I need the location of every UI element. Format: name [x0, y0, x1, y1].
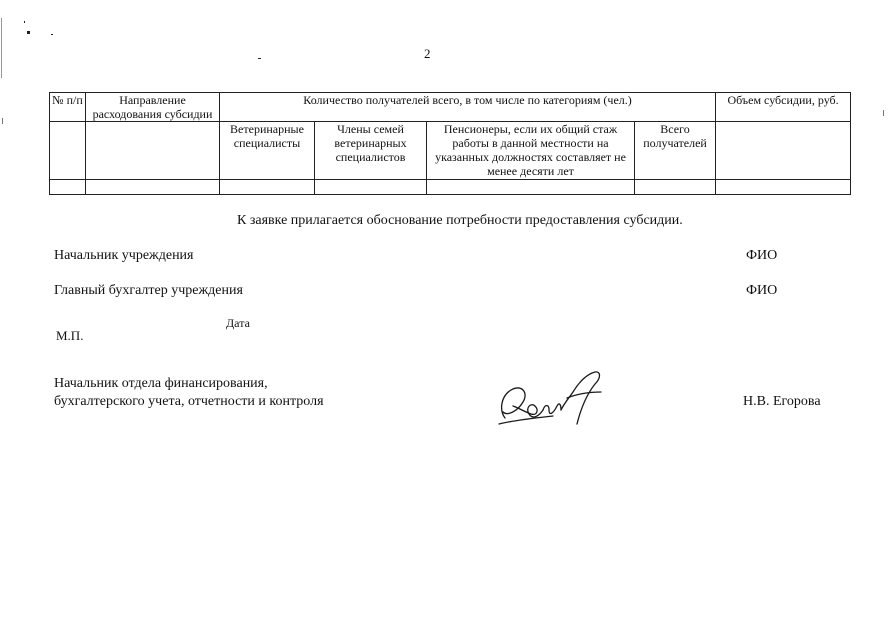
table-cell — [635, 180, 716, 195]
header-vet: Ветеринарные специалисты — [220, 122, 315, 180]
table-header-row — [50, 93, 851, 122]
department-head-name: Н.В. Егорова — [743, 394, 821, 409]
head-fio: ФИО — [746, 248, 778, 263]
attachment-note: К заявке прилагается обоснование потребности предоставления субсидии. — [237, 213, 683, 228]
page-number: 2 — [424, 46, 431, 61]
header-volume: Объем субсидии, руб. — [716, 93, 851, 122]
date-label: Дата — [226, 316, 250, 330]
table-cell — [50, 180, 86, 195]
header-total: Всего получателей — [635, 122, 716, 180]
header-number: № п/п — [50, 93, 86, 122]
department-head-title-line2: бухгалтерского учета, отчетности и контроля — [54, 394, 324, 409]
scan-artifact — [1, 18, 2, 78]
table-cell — [50, 122, 86, 180]
table-subheader-row — [50, 122, 851, 180]
scan-artifact — [2, 118, 3, 124]
header-direction: Направление расходования субсидии — [86, 93, 220, 122]
header-recipients: Количество получателей всего, в том числе по категориям (чел.) — [220, 93, 716, 122]
head-label: Начальник учреждения — [54, 248, 194, 263]
table-cell — [315, 180, 427, 195]
table-row — [50, 180, 851, 195]
table-cell — [716, 180, 851, 195]
seal-label: М.П. — [56, 328, 84, 343]
table-cell — [427, 180, 635, 195]
handwritten-signature — [495, 368, 615, 430]
scan-artifact — [51, 34, 53, 35]
table-cell — [716, 122, 851, 180]
department-head-title-line1: Начальник отдела финансирования, — [54, 376, 268, 391]
header-pensioners: Пенсионеры, если их общий стаж работы в данной местности на указанных должностях составляет не менее десяти лет — [427, 122, 635, 180]
scan-artifact — [27, 31, 30, 34]
table-cell — [220, 180, 315, 195]
accountant-label: Главный бухгалтер учреждения — [54, 283, 243, 298]
scan-artifact — [24, 21, 25, 23]
subsidy-table — [49, 92, 851, 195]
header-family: Члены семей ветеринарных специалистов — [315, 122, 427, 180]
accountant-fio: ФИО — [746, 283, 778, 298]
scan-artifact — [258, 58, 261, 59]
scan-artifact — [883, 110, 884, 116]
table-cell — [86, 122, 220, 180]
table-cell — [86, 180, 220, 195]
